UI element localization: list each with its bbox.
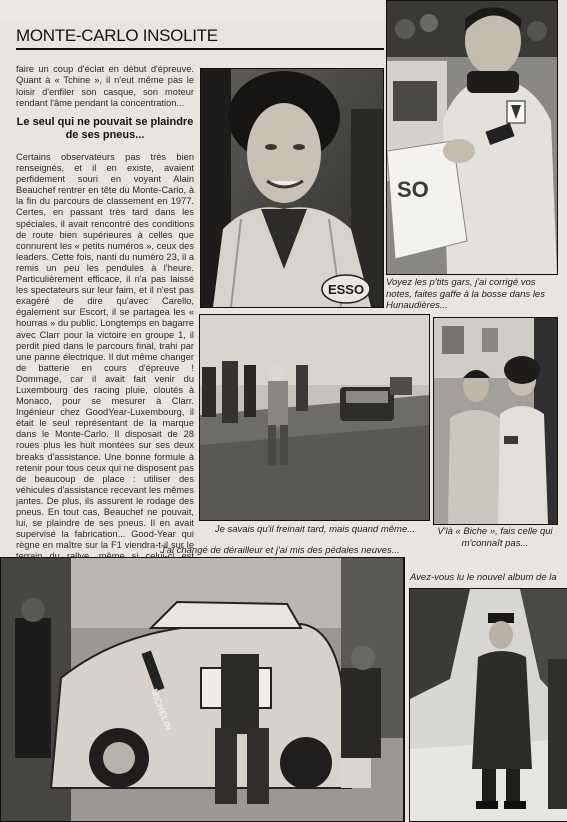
caption-derailleur: J'ai changé de dérailleur et j'ai mis des pédales neuves... bbox=[160, 545, 400, 556]
sign-text: SO bbox=[397, 177, 429, 202]
article-body: Certains observateurs pas très bien renseignés, et il en existe, avaient perfidement souri en voyant Alain Beauchef rentrer en tête du Monte-Carlo, à la fin du parcours de classement en 1977. Certes, en passant très tard dans les spéciales, il avait rencontré des conditions de route bien supérieures à celles que connurent les « petits numéros », ceux des leaders. Cette fois, nanti du numéro 23, il a remis un peu les pendules à l'heure. Particulièrement efficace, il n'a pas laissé les spectateurs sur leur faim, et il n'est pas exagéré de dire qu'avec Carello, également sur Escort, il se partagea les « hourras » du public. Longtemps en bagarre avec Clarr pour la victoire en groupe 1, il perdit pied dans le parcours final, trahi par une panne électrique. Il dut même changer de batterie en cours d'épreuve ! Dommage, car il avait fait venir du Luxembourg des racing pluie, cloutés à Monaco, pour se mesurer à Clarr. Ingénieur chez GoodYear-Luxembourg, il était le seul représentant de la marque dans le Monte-Carlo. Il disposait de 28 roues plus les huit montées sur ses deux breaks d'assistance. Une bonne formule à retenir pour tous ceux qui ne disposent pas de beaucoup de place : utiliser des véhicules d'assistance recevant les mêmes jantes. De plus, ils assurent le rodage des pneus. En tout cas, Beauchef ne pouvait, lui, se plaindre de ses pneus. Il en avait supervisé la fabrication... Good-Year qui règne en maître sur la F1 viendra-t-il sur le bbox=[16, 152, 194, 551]
esso-patch-text: ESSO bbox=[327, 282, 365, 297]
caption-album: Avez-vous lu le nouvel album de la bbox=[410, 572, 557, 583]
caption-notes: Voyez les p'tits gars, j'ai corrigé vos notes, faites gaffe à la bosse dans les Hunaudières... bbox=[386, 277, 545, 311]
header-strip bbox=[0, 0, 386, 22]
photo-two-drivers bbox=[433, 317, 558, 525]
intro-paragraph: faire un coup d'éclat en début d'épreuve. Quant à « Tchine », il n'eut même pas le loisir d'enfiler son casque, son moteur rendant l'âme pendant la concentration... bbox=[16, 64, 194, 109]
caption-biche: V'là « Biche », fais celle qui m'connaît pas... bbox=[437, 526, 553, 549]
caption-freinait: Je savais qu'il freinait tard, mais quand même... bbox=[214, 524, 416, 535]
photo-officer-snow bbox=[409, 588, 567, 822]
photo-car-mechanics bbox=[0, 557, 405, 822]
photo-smiling-driver bbox=[200, 68, 384, 308]
photo-man-with-notes bbox=[386, 0, 558, 275]
article-subhead: Le seul qui ne pouvait se plaindre de ses pneus... bbox=[16, 116, 194, 141]
section-title: MONTE-CARLO INSOLITE bbox=[16, 26, 384, 50]
michelin-text: MICHELIN bbox=[149, 687, 174, 732]
photo-running-man bbox=[199, 314, 430, 521]
